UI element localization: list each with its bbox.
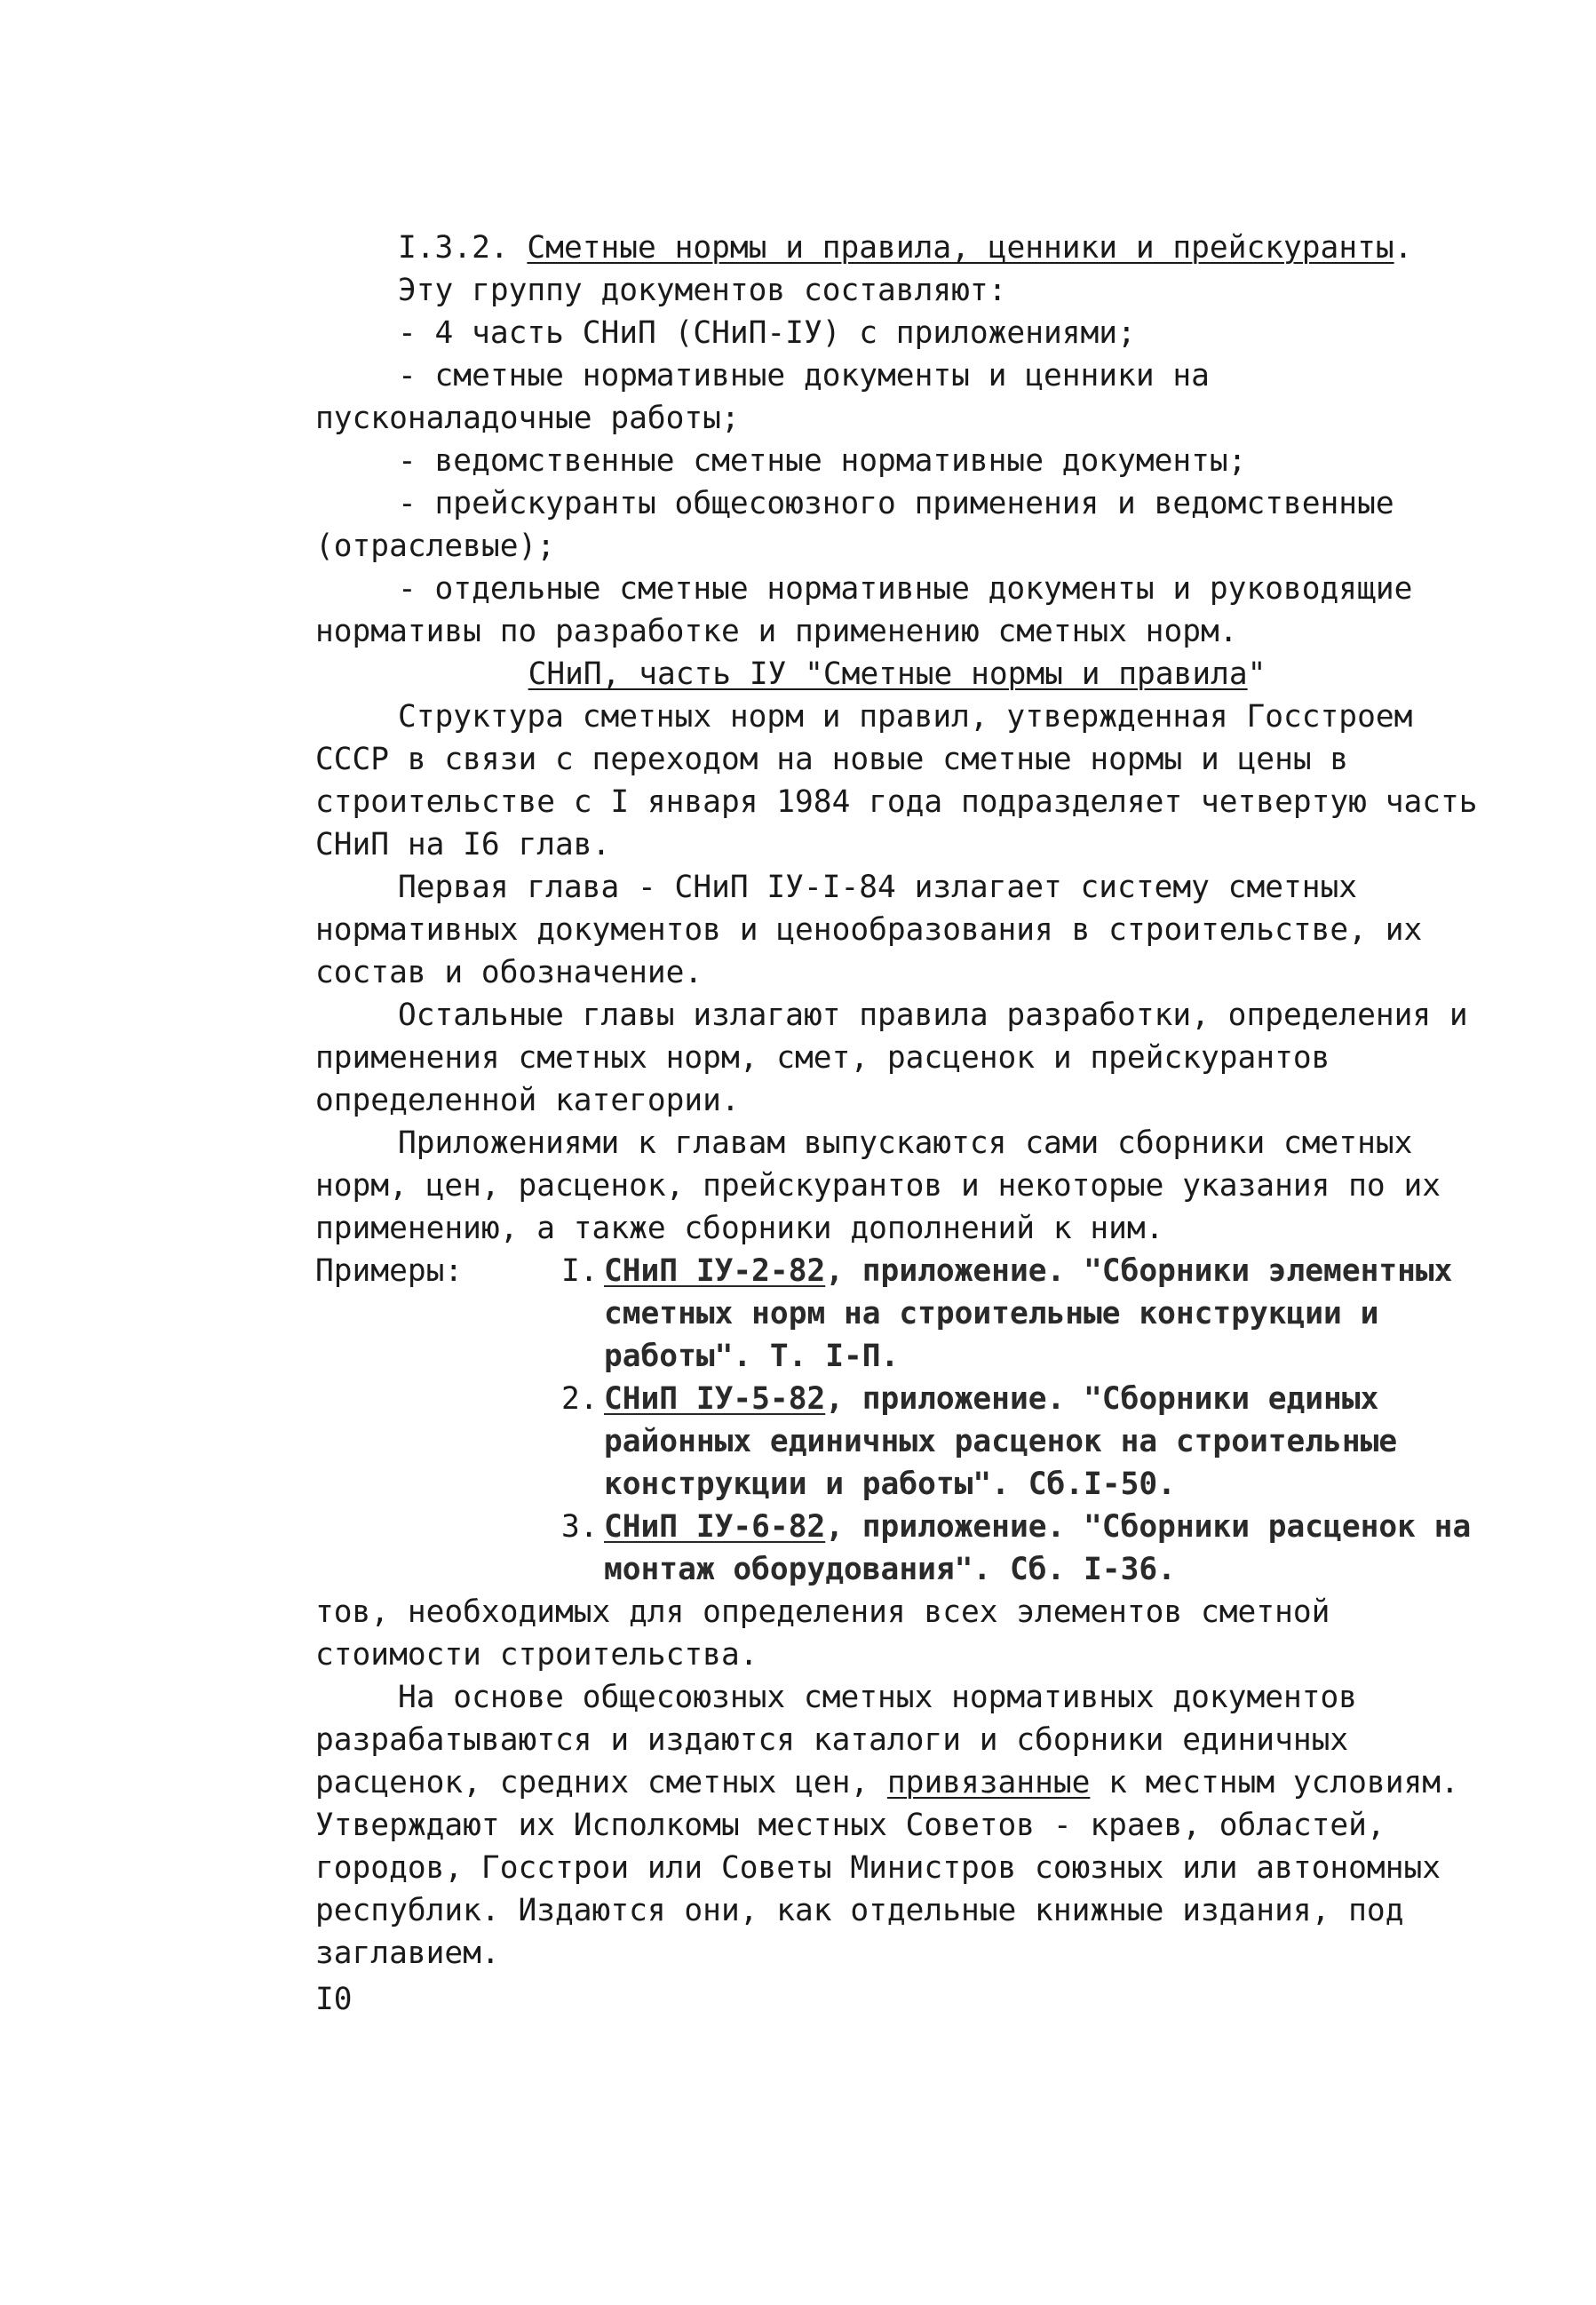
list-item: - сметные нормативные документы и ценники на пусконаладочные работы; (315, 358, 1210, 436)
example-text: , приложение. "Сборники единых районных единичных расценок на строительные конструкции и работы". Сб.I-50. (604, 1381, 1398, 1502)
subheading-end: " (1247, 656, 1266, 692)
examples-block (315, 1250, 1479, 1591)
section-title: Сметные нормы и правила, ценники и прейскуранты (527, 230, 1394, 266)
catalogs-text-underlined: привязанные (886, 1765, 1091, 1800)
section-title-end: . (1394, 230, 1413, 266)
example-number: 2. (561, 1381, 599, 1417)
example-number: I. (561, 1253, 599, 1289)
section-number: I.3.2. (398, 230, 509, 266)
page-number: I0 (315, 1982, 353, 2017)
example-text: , приложение. "Сборники элементных сметных норм на строительные конструкции и работы". Т. I-П. (604, 1253, 1453, 1374)
paragraph-catalogs (315, 1676, 1479, 1975)
example-code: СНиП IУ-5-82 (604, 1381, 826, 1417)
subheading-text: СНиП, часть IУ "Сметные нормы и правила (528, 656, 1248, 692)
example-text: , приложение. "Сборники расценок на монтаж оборудования". Сб. I-36. (604, 1509, 1472, 1587)
example-number: 3. (561, 1509, 599, 1545)
example-item (561, 1378, 1479, 1506)
subheading (315, 653, 1479, 695)
list-item: - ведомственные сметные нормативные документы; (398, 443, 1247, 479)
examples-label: Примеры: (315, 1253, 464, 1289)
list-item: - отдельные сметные нормативные документы и руководящие нормативы по разработке и применению сметных норм. (315, 571, 1413, 649)
list-item: - прейскуранты общесоюзного применения и ведомственные (отраслевые); (315, 486, 1394, 564)
section-heading (315, 227, 1479, 269)
document-page (315, 227, 1479, 2021)
paragraph-first-chapter: Первая глава - СНиП IУ-I-84 излагает систему сметных нормативных документов и ценообразования в строительстве, их состав и обозначение. (315, 870, 1423, 990)
paragraph-other-chapters: Остальные главы излагают правила разработки, определения и применения сметных норм, смет, расценок и прейскурантов определенной категории. (315, 998, 1468, 1118)
intro-line: Эту группу документов составляют: (398, 273, 1007, 308)
example-code: СНиП IУ-6-82 (604, 1509, 826, 1545)
example-code: СНиП IУ-2-82 (604, 1253, 826, 1289)
catalogs-text-after: к местным условиям. Утверждают их Исполкомы местных Советов - краев, областей, городов, Госстрои или Советы Министров союзных или автономных республик. Издаются они, как отдельные книжные издания, под заглавием. (315, 1765, 1459, 1971)
example-item (561, 1506, 1479, 1591)
list-item: - 4 часть СНиП (СНиП-IУ) с приложениями; (398, 315, 1136, 351)
example-item (315, 1250, 1479, 1378)
paragraph-appendices: Приложениями к главам выпускаются сами сборники сметных норм, цен, расценок, прейскурантов и некоторые указания по их применению, а также сборники дополнений к ним. (315, 1125, 1441, 1246)
paragraph-structure: Структура сметных норм и правил, утвержденная Госстроем СССР в связи с переходом на новые сметные нормы и цены в строительстве с I января 1984 года подразделяет четвертую часть СНиП на I6 глав. (315, 699, 1478, 862)
catalogs-text-before: На основе общесоюзных сметных нормативных документов разрабатываются и издаются каталоги и сборники единичных расценок, средних сметных цен, (315, 1680, 1358, 1800)
continuation-text: тов, необходимых для определения всех элементов сметной стоимости строительства. (315, 1594, 1330, 1673)
